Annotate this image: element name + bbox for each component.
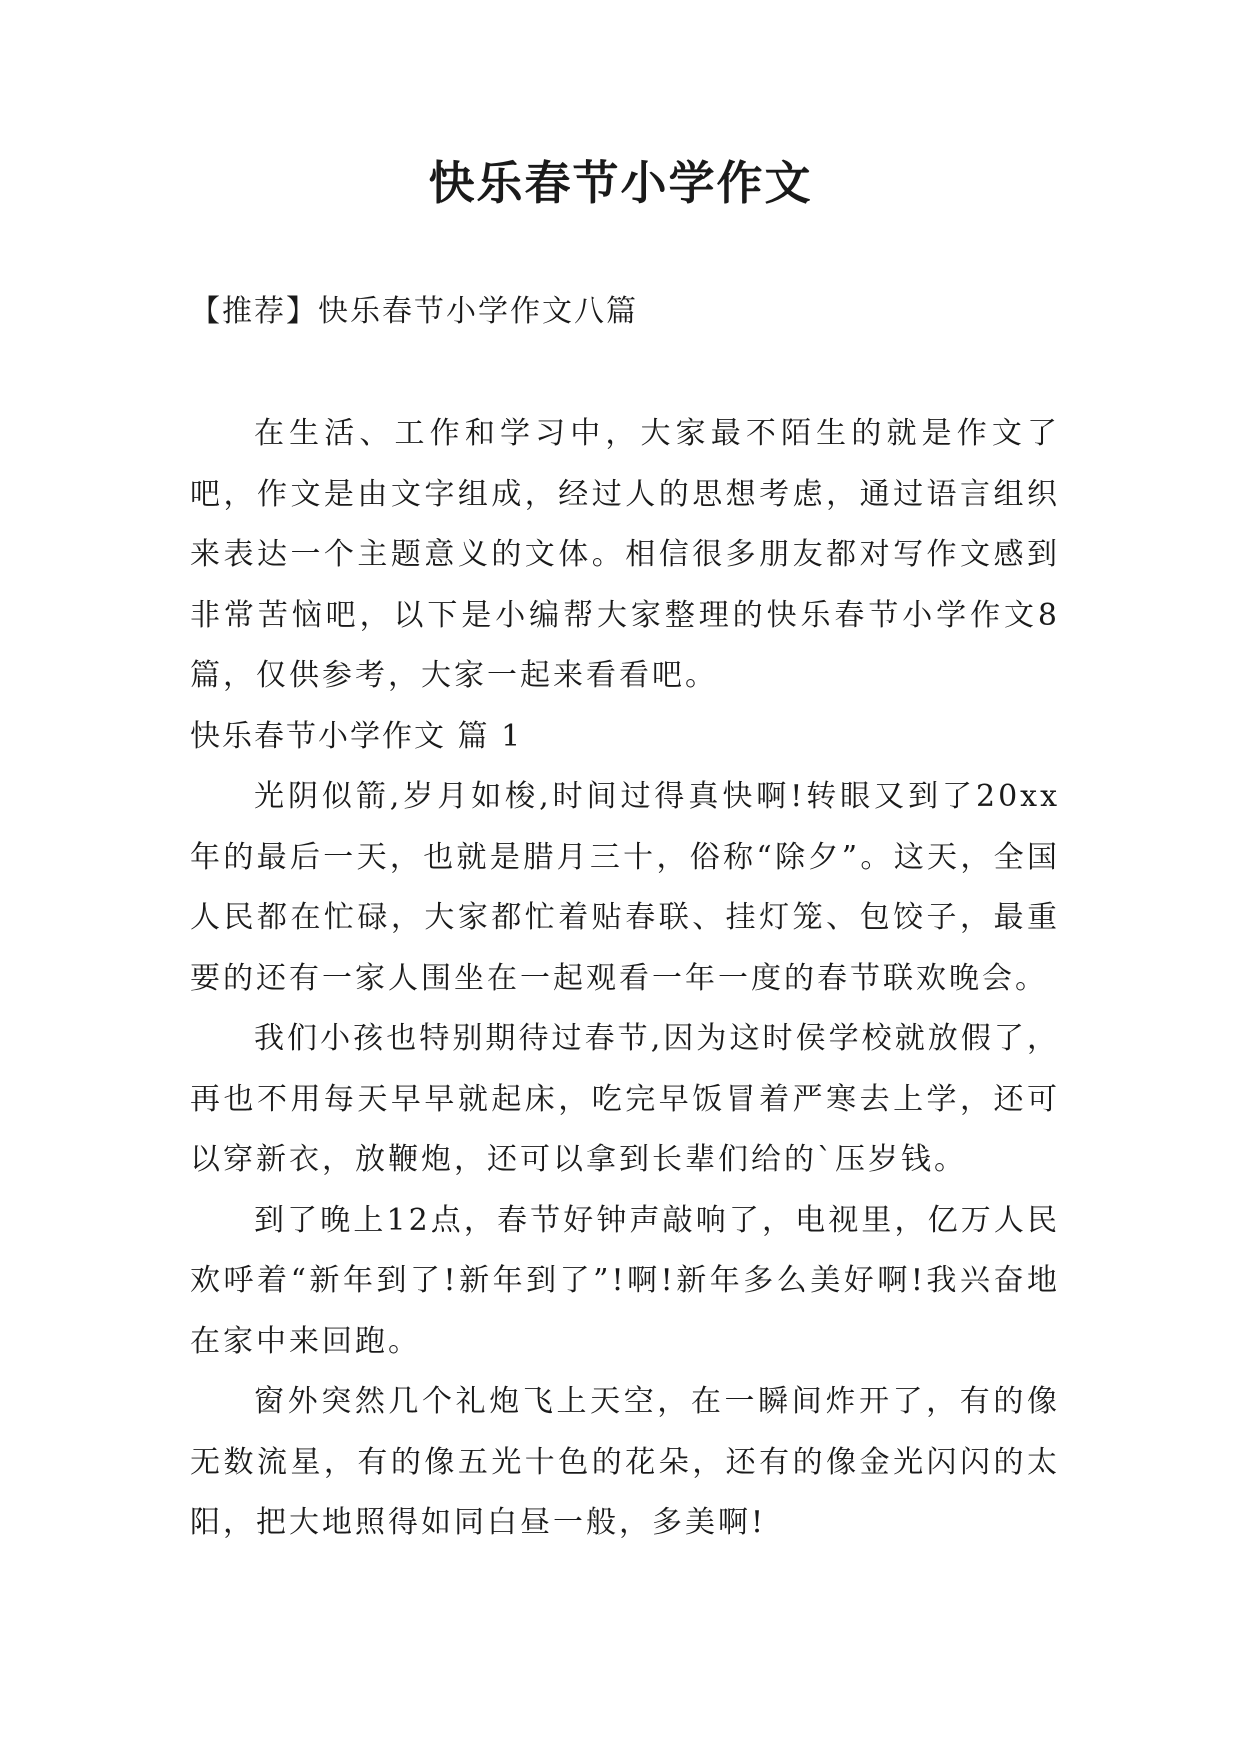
- body-paragraph: 我们小孩也特别期待过春节,因为这时侯学校就放假了，再也不用每天早早就起床，吃完早饭冒着严寒去上学，还可以穿新衣，放鞭炮，还可以拿到长辈们给的`压岁钱。: [190, 1021, 1060, 1177]
- intro-paragraph: 在生活、工作和学习中，大家最不陌生的就是作文了吧，作文是由文字组成，经过人的思想考虑，通过语言组织来表达一个主题意义的文体。相信很多朋友都对写作文感到非常苦恼吧，以下是小编帮大家整理的快乐春节小学作文8篇，仅供参考，大家一起来看看吧。: [190, 416, 1060, 693]
- document-subtitle: 【推荐】快乐春节小学作文八篇: [190, 294, 638, 329]
- document-title: 快乐春节小学作文: [428, 156, 813, 210]
- section-heading: 快乐春节小学作文 篇 1: [190, 718, 523, 754]
- body-paragraph: 窗外突然几个礼炮飞上天空，在一瞬间炸开了，有的像无数流星，有的像五光十色的花朵，还有的像金光闪闪的太阳，把大地照得如同白昼一般，多美啊!: [190, 1384, 1060, 1540]
- body-paragraph: 光阴似箭,岁月如梭,时间过得真快啊!转眼又到了20xx年的最后一天，也就是腊月三十，俗称“除夕”。这天，全国人民都在忙碌，大家都忙着贴春联、挂灯笼、包饺子，最重要的还有一家人围坐在一起观看一年一度的春节联欢晚会。: [190, 779, 1060, 996]
- body-paragraph: 到了晚上12点，春节好钟声敲响了，电视里，亿万人民欢呼着“新年到了!新年到了”!啊!新年多么美好啊!我兴奋地在家中来回跑。: [190, 1202, 1060, 1359]
- document-body: [190, 404, 1060, 1554]
